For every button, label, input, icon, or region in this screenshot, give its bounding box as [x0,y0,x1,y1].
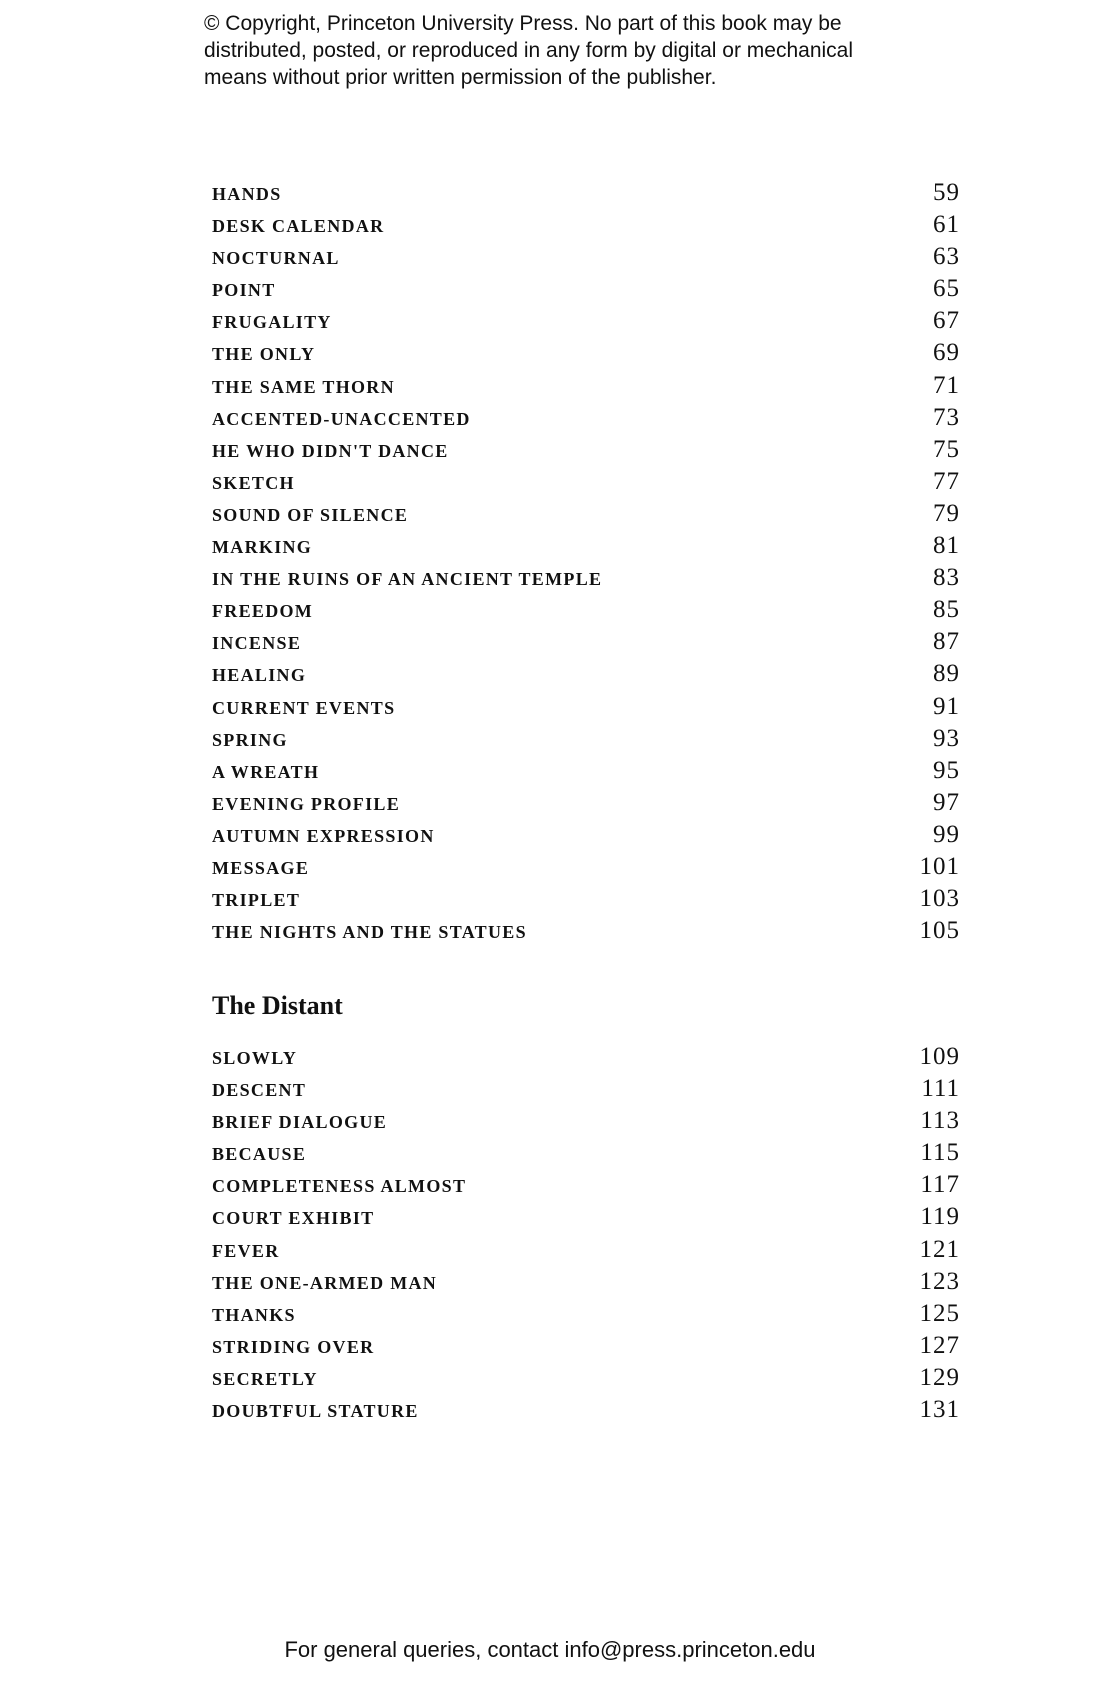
toc-entry-page: 61 [933,211,960,239]
toc-entry-title: IN THE RUINS OF AN ANCIENT TEMPLE [212,569,603,590]
toc-entry [212,372,960,404]
toc-entry-page: 77 [933,467,960,495]
toc-entry-title: SPRING [212,729,288,750]
toc-entry-title: A WREATH [212,761,320,782]
toc-entry-page: 103 [919,885,960,913]
footer-contact: For general queries, contact info@press.princeton.edu [284,1637,816,1662]
toc-entry [212,885,960,917]
toc-entry-page: 81 [933,532,960,560]
toc-entry-title: COURT EXHIBIT [212,1208,375,1229]
toc-entry [212,339,960,371]
toc-entry [212,660,960,692]
toc-entry-title: MARKING [212,537,313,558]
toc-entry-page: 97 [933,788,960,816]
toc-entry-title: THE SAME THORN [212,376,395,397]
toc-entry-title: TRIPLET [212,890,301,911]
toc-entry-title: POINT [212,280,276,301]
toc-entry-page: 59 [933,179,960,206]
toc-entry-title: FEVER [212,1240,280,1261]
toc-entry-page: 101 [919,852,960,880]
toc-entry [212,1139,960,1171]
toc-entry-page: 85 [933,596,960,624]
toc-entry-page: 63 [933,243,960,271]
toc-entry-page: 121 [919,1235,960,1263]
section-heading: The Distant [212,991,343,1020]
toc-entry [212,1107,960,1139]
toc-entry [212,757,960,789]
toc-entry-page: 75 [933,435,960,463]
toc-entry [212,1203,960,1235]
toc-entry [212,500,960,532]
toc-entry-title: EVENING PROFILE [212,793,401,814]
toc-entry [212,564,960,596]
toc-entry-page: 65 [933,275,960,303]
toc-entry-page: 99 [933,820,960,848]
toc-entry-title: THE ONE-ARMED MAN [212,1272,438,1293]
toc-entry [212,596,960,628]
toc-entry-page: 129 [919,1363,960,1391]
copyright-line: © Copyright, Princeton University Press. No part of this book may be [204,12,842,35]
toc-entry-title: HANDS [212,184,282,204]
toc-entry-title: HEALING [212,665,307,686]
toc-entry-title: CURRENT EVENTS [212,697,396,718]
toc-entry-page: 109 [919,1043,960,1070]
toc-entry [212,436,960,468]
toc-entry-page: 131 [919,1396,960,1424]
toc-entry-page: 79 [933,499,960,527]
toc-entry-title: INCENSE [212,633,302,654]
toc-entry-page: 113 [920,1107,960,1135]
toc-entry [212,1396,960,1428]
toc-entry-title: STRIDING OVER [212,1336,375,1357]
toc-entry-page: 127 [919,1331,960,1359]
toc-entry-page: 73 [933,403,960,431]
toc-entry [212,179,960,211]
toc-entry [212,1075,960,1107]
toc-entry [212,789,960,821]
toc-entry-title: FRUGALITY [212,312,332,333]
toc-entry-title: FREEDOM [212,601,314,622]
toc-entry [212,211,960,243]
toc-entry-title: BRIEF DIALOGUE [212,1112,388,1133]
toc-entry-title: MESSAGE [212,857,310,878]
toc-entry [212,628,960,660]
toc-entry [212,532,960,564]
toc-entry-title: COMPLETENESS ALMOST [212,1176,467,1197]
toc-entry [212,917,960,949]
toc-entry [212,1171,960,1203]
toc-entry-title: SOUND OF SILENCE [212,504,409,525]
toc-entry [212,853,960,885]
toc-entry-page: 95 [933,756,960,784]
toc-entry-page: 119 [920,1203,960,1231]
toc-entry [212,1268,960,1300]
toc-entry [212,1300,960,1332]
toc-entry-page: 87 [933,628,960,656]
toc-entry-title: SECRETLY [212,1368,318,1389]
toc-entry-title: NOCTURNAL [212,248,340,269]
toc-entry [212,1332,960,1364]
toc-entry-title: DESK CALENDAR [212,216,385,237]
toc-entry [212,307,960,339]
toc-entry [212,725,960,757]
toc-entry [212,821,960,853]
toc-list-first [212,179,960,949]
toc-entry-title: SKETCH [212,472,295,493]
toc-entry-page: 125 [919,1299,960,1327]
toc-entry-page: 71 [933,371,960,399]
toc-entry-title: BECAUSE [212,1144,307,1165]
copyright-notice [204,10,924,91]
toc-entry [212,693,960,725]
toc-list-second [212,1043,960,1428]
toc-entry-title: ACCENTED-UNACCENTED [212,408,471,429]
toc-entry-page: 105 [919,917,960,945]
toc-entry-page: 83 [933,564,960,592]
toc-entry-page: 93 [933,724,960,752]
toc-entry-page: 123 [919,1267,960,1295]
toc-entry [212,1364,960,1396]
toc-entry [212,1236,960,1268]
toc-entry-page: 89 [933,660,960,688]
toc-entry-page: 67 [933,307,960,335]
toc-entry-page: 111 [921,1075,960,1103]
toc-entry-page: 117 [920,1171,960,1199]
toc-entry-page: 91 [933,692,960,720]
toc-entry [212,243,960,275]
toc-entry-title: THANKS [212,1304,296,1325]
toc-entry-title: THE ONLY [212,344,316,365]
toc-entry-title: DOUBTFUL STATURE [212,1401,419,1422]
toc-entry-title: SLOWLY [212,1048,298,1068]
toc-entry [212,1043,960,1075]
toc-entry-title: HE WHO DIDN'T DANCE [212,440,449,461]
toc-entry [212,275,960,307]
toc-entry-page: 69 [933,339,960,367]
copyright-line: means without prior written permission of the publisher. [204,66,717,89]
toc-entry [212,468,960,500]
toc-entry [212,404,960,436]
toc-entry-title: THE NIGHTS AND THE STATUES [212,922,527,943]
toc-entry-page: 115 [920,1139,960,1167]
copyright-line: distributed, posted, or reproduced in any form by digital or mechanical [204,39,854,62]
toc-entry-title: AUTUMN EXPRESSION [212,825,435,846]
toc-entry-title: DESCENT [212,1080,307,1101]
